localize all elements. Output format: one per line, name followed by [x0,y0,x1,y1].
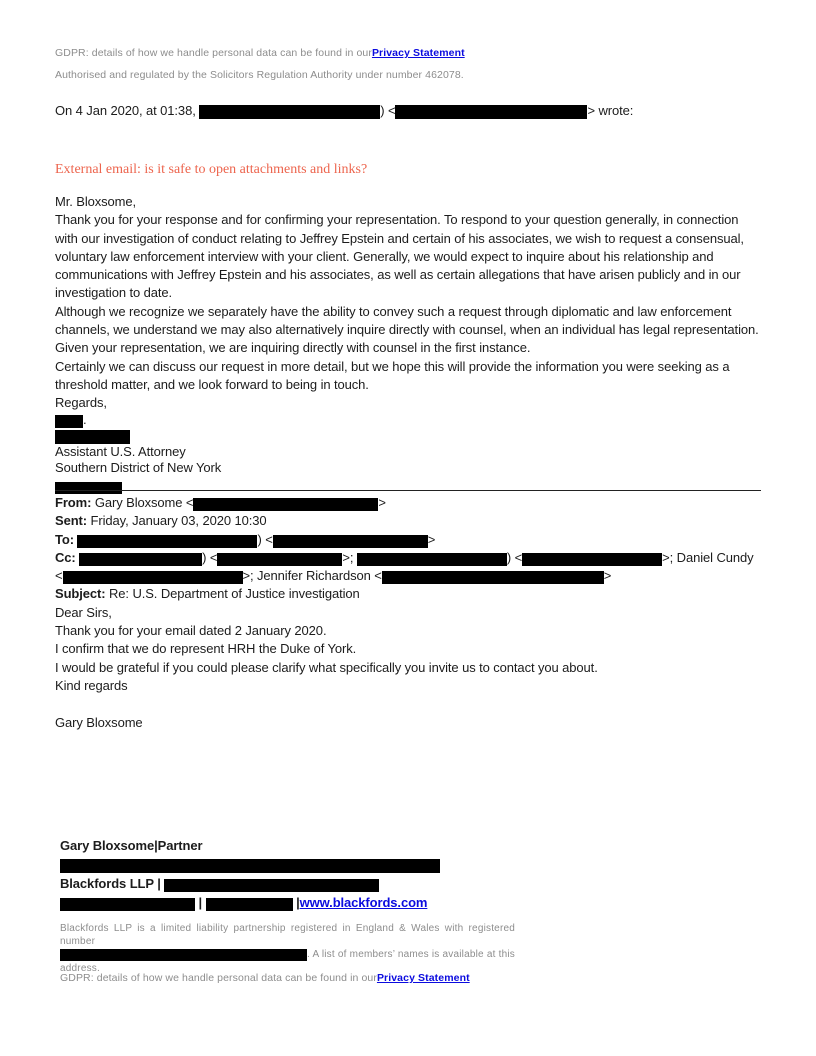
cc-sep1: ) < [202,549,218,565]
firm-registration-footer [60,922,515,975]
redaction-bar [522,553,662,566]
redaction-bar [55,415,83,428]
subject-label: Subject: [55,586,106,602]
cc-sep3: ) < [506,549,523,565]
sent-label: Sent: [55,513,88,529]
doj-signature-block [55,412,761,494]
redaction-bar [60,859,440,873]
firm-name: Blackfords LLP [60,876,154,891]
subject-value: Re: U.S. Department of Justice investigation [105,586,360,602]
doj-title: Assistant U.S. Attorney [55,444,186,459]
registration-suffix: . A list of members’ names is available at this [307,949,515,961]
doj-office: Southern District of New York [55,460,222,475]
from-close: > [378,495,386,510]
signature-firm-line [60,874,766,893]
redaction-bar [357,553,507,566]
redaction-bar [199,105,380,119]
reply-line-2: I confirm that we do represent HRH the Duke of York. [55,641,357,657]
redaction-bar [395,105,587,119]
sra-regulation-line: Authorised and regulated by the Solicitors Regulation Authority under number 462078. [55,69,464,81]
external-email-warning: External email: is it safe to open attachments and links? [55,162,368,177]
redacted-phone-line [55,478,761,494]
registration-line-1: Blackfords LLP is a limited liability partnership registered in England & Wales with registered number [60,923,515,948]
from-label: From: [55,495,92,510]
redacted-address-line [60,855,766,874]
reply-signoff: Gary Bloxsome [55,714,143,730]
to-sep: ) < [257,531,273,547]
reply-closing: Kind regards [55,677,128,693]
redacted-name-line [55,428,761,444]
blackfords-signature [60,836,766,912]
privacy-statement-link[interactable]: Privacy Statement [376,972,470,984]
blank-line [55,695,761,713]
header-subject [55,585,761,603]
to-label: To: [55,531,78,547]
quote-suffix: > wrote: [587,103,634,118]
cc-daniel-cundy: >; Daniel Cundy [662,549,754,565]
registration-line-3: address. [60,962,100,974]
reply-line-1: Thank you for your email dated 2 January 2020. [55,623,327,639]
quote-header-line [55,102,761,120]
signature-role: Partner [157,838,203,853]
redaction-bar [79,553,202,566]
sent-value: Friday, January 03, 2020 10:30 [87,513,267,529]
cc-open: < [55,568,63,584]
doj-paragraph-3: Certainly we can discuss our request in more detail, but we hope this will provide the information you were seeking as a threshold matter, and we look forward to being in touch. [55,358,730,392]
redaction-bar [60,949,307,961]
initial-period: . [83,412,87,427]
signature-contact-line [60,893,766,912]
redaction-bar [217,553,342,566]
footer-gdpr-line [60,972,766,984]
registration-line-2 [60,948,515,961]
redaction-bar [60,898,195,911]
redaction-bar [193,498,378,511]
redaction-bar [382,571,604,584]
gdpr-text: GDPR: details of how we handle personal data can be found in our [55,47,372,59]
firm-pipe: | [153,876,161,891]
reply-salutation: Dear Sirs, [55,604,112,620]
redaction-bar [55,430,130,444]
redaction-bar [63,571,243,584]
cc-close: > [603,568,612,584]
redaction-bar [164,879,379,892]
redaction-bar [55,482,122,494]
contact-pipe-1: | [195,895,206,910]
message-divider [55,490,761,491]
cc-jennifer-richardson: >; Jennifer Richardson < [242,568,382,584]
reply-email [55,494,761,732]
quote-mid: ) < [380,103,396,118]
doj-salutation: Mr. Bloxsome, [55,194,137,209]
header-sent [55,512,761,530]
signature-name: Gary Bloxsome [60,838,155,853]
redacted-initial-line [55,412,761,428]
privacy-statement-link[interactable]: Privacy Statement [371,47,465,59]
reply-line-3: I would be grateful if you could please clarify what specifically you invite us to contact you about. [55,659,598,675]
prior-gdpr-line [55,47,761,59]
signature-pipe: | [154,838,158,853]
header-cc [55,549,761,586]
doj-paragraph-1: Thank you for your response and for confirming your representation. To respond to your question generally, in connection with our investigation of conduct relating to Jeffrey Epstein and certain of his associates, we wish to request a consensual, voluntary law enforcement interview with your client. Generally, we would expect to inquire about his relationship and communications with Jeffrey Epstein and his associates, as well as certain allegations that have arisen publicly and in our investigation to date. [55,212,744,301]
gdpr-text: GDPR: details of how we handle personal data can be found in our [60,972,377,984]
contact-pipe-2: | [292,895,300,910]
redaction-bar [206,898,293,911]
doj-closing: Regards, [55,395,107,411]
cc-sep2: >; [342,549,357,565]
cc-label: Cc: [55,549,80,565]
header-to [55,531,761,549]
quote-prefix: On 4 Jan 2020, at 01:38, [55,103,200,118]
blackfords-website-link[interactable]: www.blackfords.com [299,895,428,910]
doj-email-body [55,193,761,413]
to-close: > [427,531,436,547]
doj-paragraph-2: Although we recognize we separately have the ability to convey such a request through diplomatic and law enforcement channels, we understand we may also alternatively inquire directly with counsel, when an individual has legal representation. Given your representation, we are inquiring directly with counsel in the first instance. [55,303,759,356]
header-from [55,494,761,512]
from-value: Gary Bloxsome < [91,495,194,510]
redaction-bar [77,535,257,548]
signature-name-role [60,836,766,855]
redaction-bar [273,535,428,548]
